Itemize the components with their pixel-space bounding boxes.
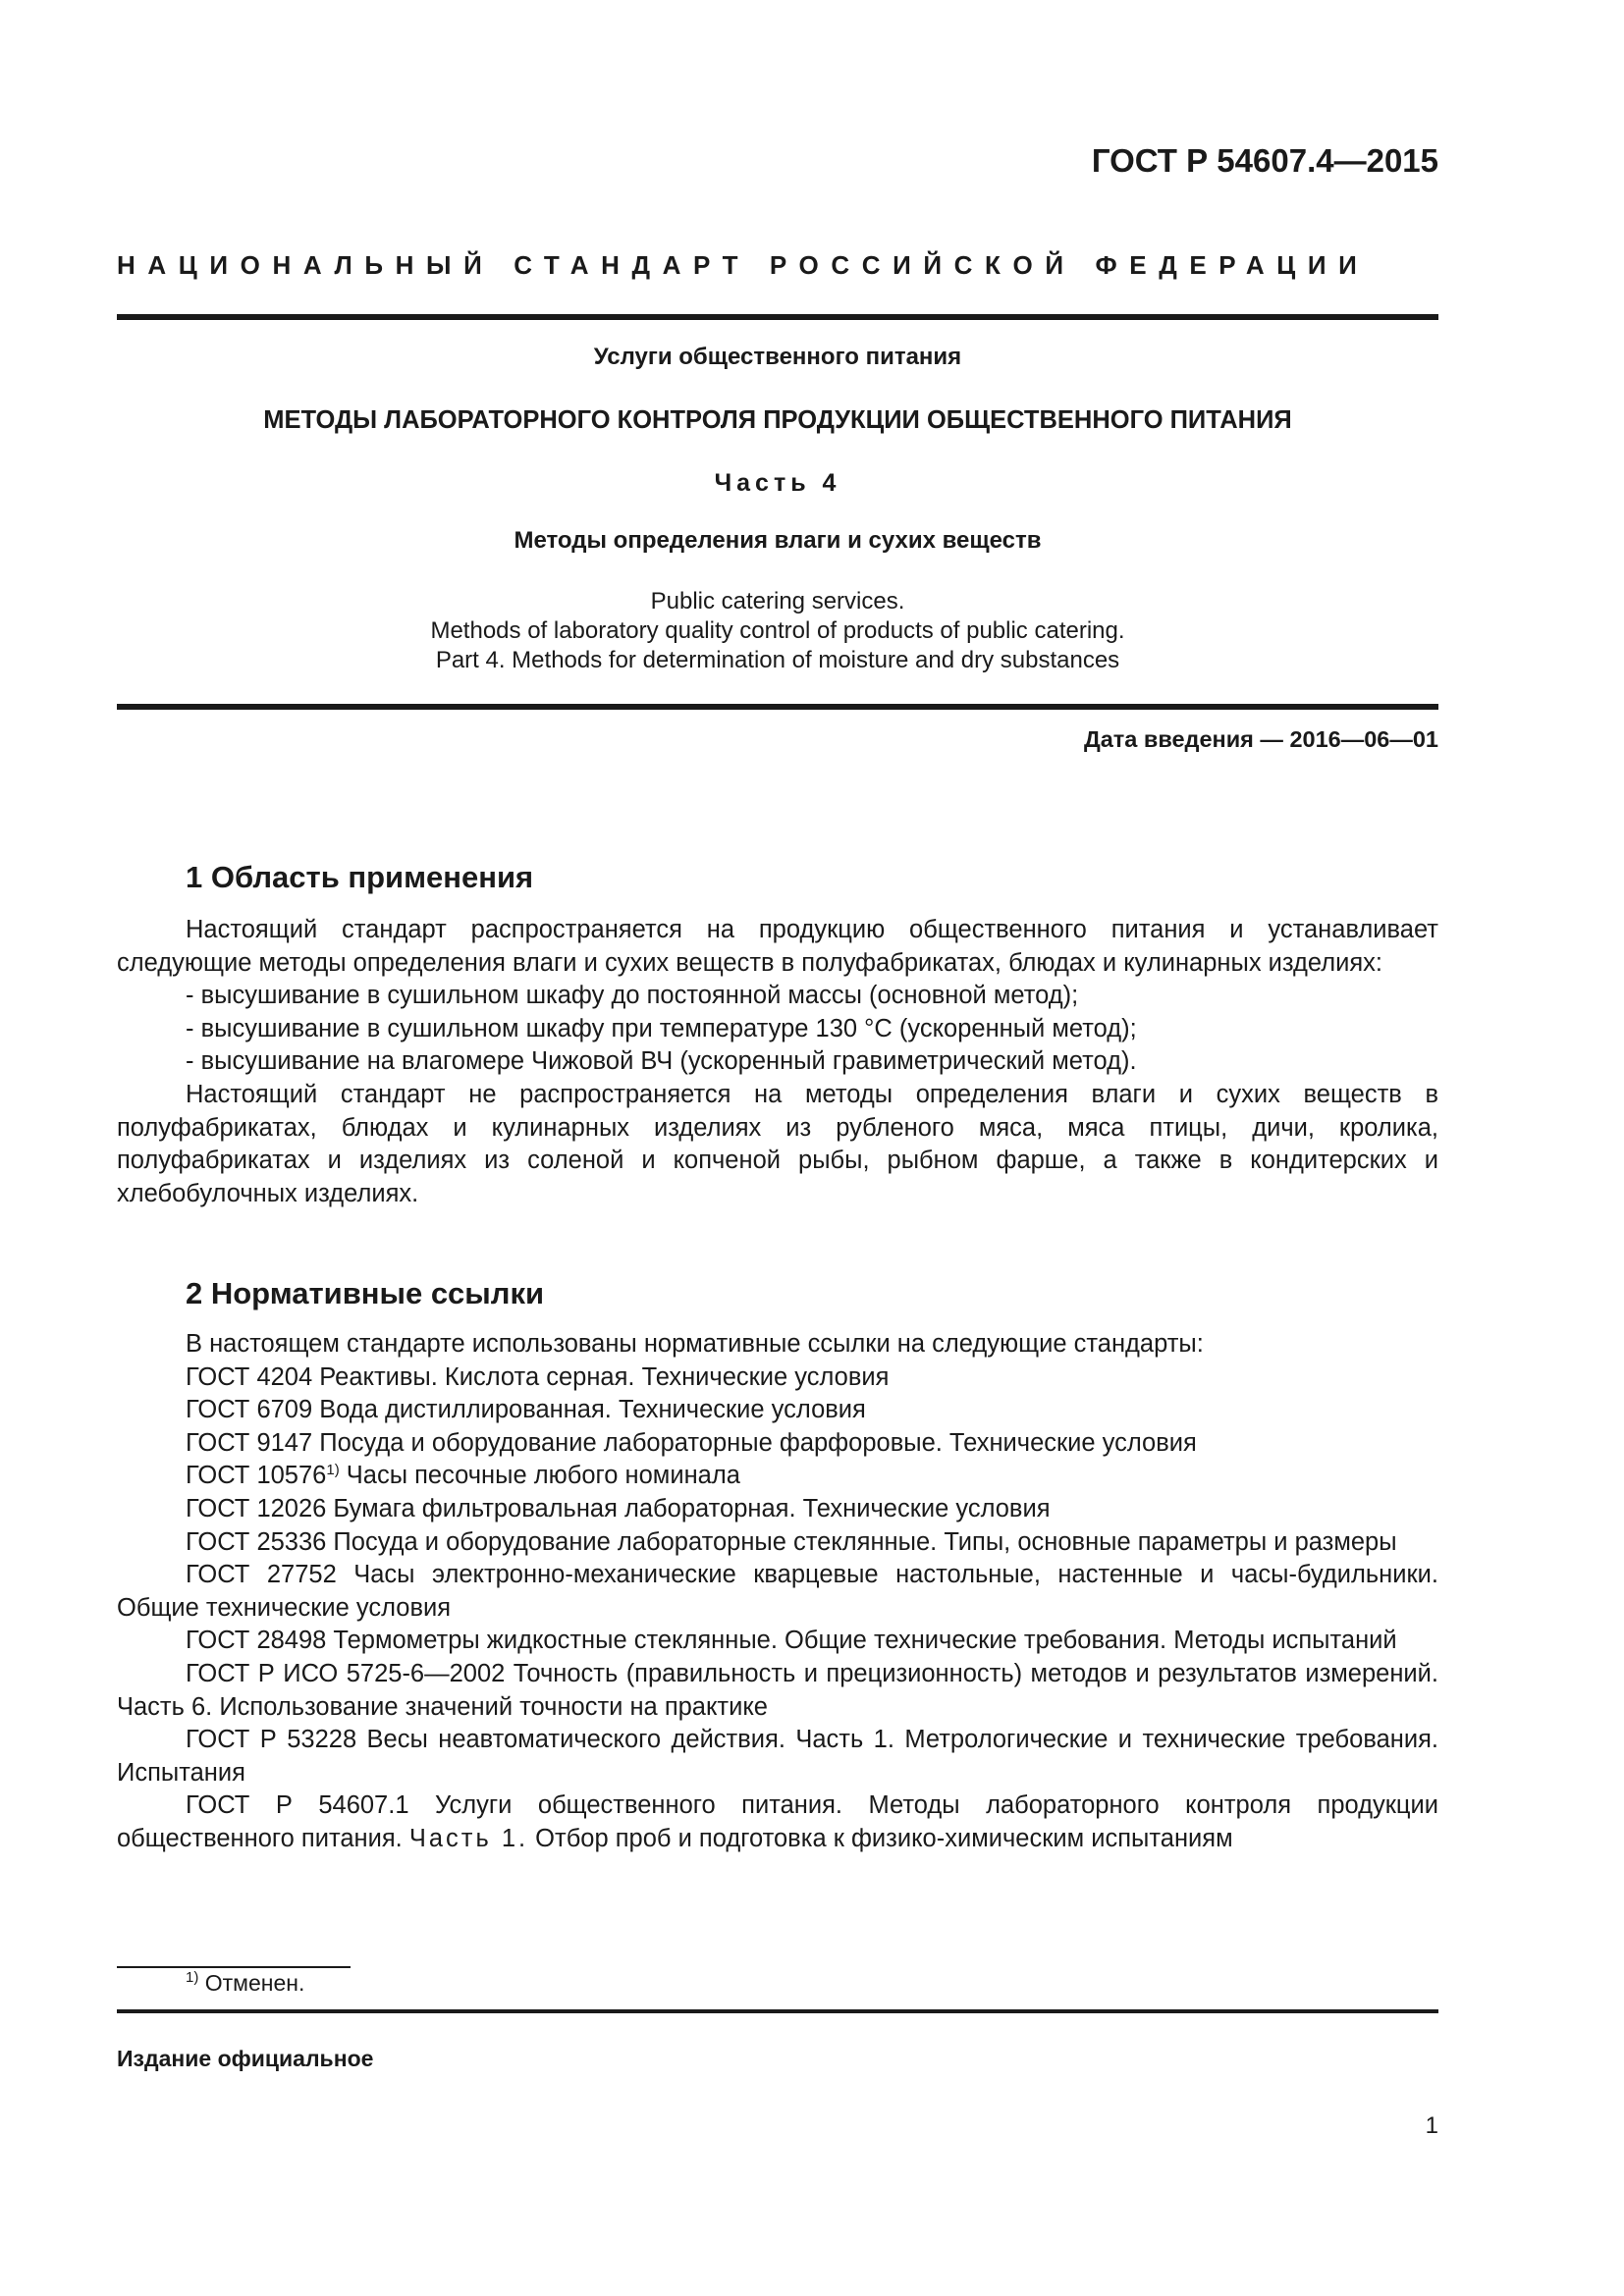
top-rule [117, 314, 1438, 320]
title-service: Услуги общественного питания [593, 344, 962, 370]
reference-item [117, 1789, 1438, 1855]
section-heading-scope: 1 Область применения [186, 860, 534, 894]
references-body [117, 1328, 1438, 1856]
footnote-marker: 1) [326, 1462, 340, 1479]
reference-title: Часы песочные любого номинала [339, 1462, 740, 1490]
reference-item: ГОСТ 27752 Часы электронно-механические кварцевые настольные, настенные и часы-будильники. Общие технические условия [117, 1561, 1438, 1622]
title-part: Часть 4 [714, 469, 841, 497]
edition-label: Издание официальное [117, 2046, 374, 2071]
reference-item: ГОСТ 25336 Посуда и оборудование лабораторные стеклянные. Типы, основные параметры и размеры [186, 1527, 1397, 1556]
reference-code: ГОСТ 10576 [186, 1462, 327, 1490]
page-number: 1 [1425, 2112, 1438, 2139]
reference-part: Часть 1. [408, 1824, 529, 1852]
reference-item: ГОСТ 28498 Термометры жидкостные стеклянные. Общие технические требования. Методы испытаний [186, 1627, 1397, 1655]
paragraph: Настоящий стандарт распространяется на продукцию общественного питания и устанавливает следующие методы определения влаги и сухих веществ в полуфабрикатах, блюдах и кулинарных изделиях: [117, 916, 1438, 977]
list-item: - высушивание в сушильном шкафу при температуре 130 °С (ускоренный метод); [186, 1014, 1137, 1042]
title-english [117, 587, 1438, 675]
footnote-marker: 1) [186, 1969, 199, 1986]
reference-item: ГОСТ 12026 Бумага фильтровальная лабораторная. Технические условия [186, 1494, 1051, 1522]
english-line: Methods of laboratory quality control of products of public catering. [430, 617, 1125, 644]
title-rule [117, 704, 1438, 710]
english-line: Part 4. Methods for determination of moisture and dry substances [435, 647, 1120, 673]
footnote-text: Отменен. [198, 1970, 305, 1996]
reference-item [117, 1460, 1438, 1493]
scope-body [117, 914, 1438, 1210]
reference-title: Отбор проб и подготовка к физико-химическим испытаниям [528, 1824, 1233, 1852]
list-item: - высушивание в сушильном шкафу до постоянной массы (основной метод); [186, 982, 1079, 1010]
paragraph: Настоящий стандарт не распространяется на методы определения влаги и сухих веществ в полуфабрикатах, блюдах и кулинарных изделиях из рубленого мяса, мяса птицы, дичи, кролика, полуфабрикатах и изделиях из соленой и копченой рыбы, рыбном фарше, а также в кондитерских и хлебобулочных изделиях. [117, 1080, 1438, 1207]
date-introduced: Дата введения — 2016—06—01 [1083, 726, 1438, 752]
footnote-rule [117, 1966, 351, 1968]
section-heading-references: 2 Нормативные ссылки [186, 1276, 545, 1310]
footer-rule [117, 2009, 1438, 2013]
title-subtitle: Методы определения влаги и сухих веществ [514, 527, 1042, 554]
list-item: - высушивание на влагомере Чижовой ВЧ (ускоренный гравиметрический метод). [186, 1047, 1137, 1076]
reference-title: ГОСТ Р 54607.1 Услуги общественного питания. Методы лабораторного контроля продукции общественного питания. [117, 1791, 1438, 1852]
reference-item: ГОСТ Р ИСО 5725-6—2002 Точность (правильность и прецизионность) методов и результатов измерений. Часть 6. Использование значений точности на практике [117, 1659, 1438, 1721]
title-methods: МЕТОДЫ ЛАБОРАТОРНОГО КОНТРОЛЯ ПРОДУКЦИИ ОБЩЕСТВЕННОГО ПИТАНИЯ [263, 406, 1292, 434]
reference-item: ГОСТ 9147 Посуда и оборудование лабораторные фарфоровые. Технические условия [186, 1428, 1197, 1457]
reference-item: ГОСТ Р 53228 Весы неавтоматического действия. Часть 1. Метрологические и технические требования. Испытания [117, 1726, 1438, 1787]
gost-number: ГОСТ Р 54607.4—2015 [1091, 142, 1438, 179]
national-standard-banner: НАЦИОНАЛЬНЫЙ СТАНДАРТ РОССИЙСКОЙ ФЕДЕРАЦИИ [117, 250, 1370, 280]
footnote [186, 1970, 304, 1997]
paragraph: В настоящем стандарте использованы нормативные ссылки на следующие стандарты: [186, 1330, 1204, 1358]
reference-item: ГОСТ 4204 Реактивы. Кислота серная. Технические условия [186, 1362, 890, 1391]
reference-item: ГОСТ 6709 Вода дистиллированная. Технические условия [186, 1396, 866, 1424]
english-line: Public catering services. [650, 588, 905, 614]
